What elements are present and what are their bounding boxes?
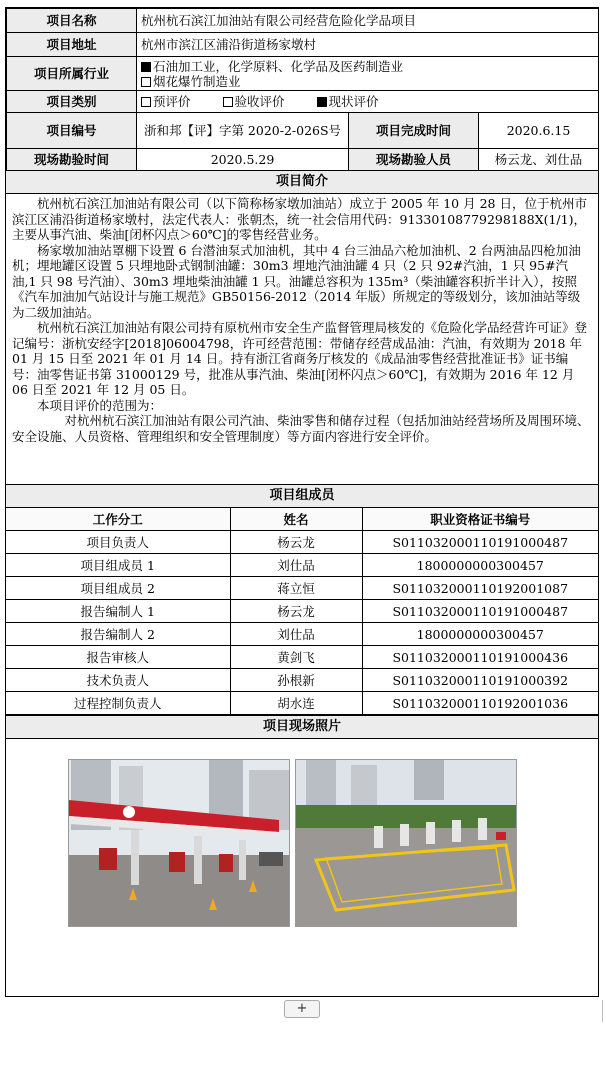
member-cert: S011032000110192001087 — [362, 577, 598, 600]
member-cert: S011032000110191000392 — [362, 669, 598, 692]
member-name: 杨云龙 — [230, 531, 362, 554]
intro-body — [6, 194, 598, 485]
table-row — [6, 623, 598, 646]
member-cert: 1800000000300457 — [362, 554, 598, 577]
project-info-table — [6, 8, 599, 171]
members-header-name: 姓名 — [230, 508, 362, 531]
table-row — [6, 531, 598, 554]
members-table — [6, 508, 598, 715]
survey-time-value: 2020.5.29 — [137, 149, 349, 171]
member-name: 杨云龙 — [230, 600, 362, 623]
project-code-label: 项目编号 — [7, 113, 137, 149]
category-checkbox-acceptance — [223, 97, 233, 107]
member-role: 报告编制人 2 — [6, 623, 230, 646]
members-header-cert: 职业资格证书编号 — [362, 508, 598, 531]
category-checkbox-current — [317, 97, 327, 107]
document-sheet — [5, 7, 599, 997]
member-role: 项目组成员 1 — [6, 554, 230, 577]
table-row — [6, 646, 598, 669]
project-code-value: 浙和邦【评】字第 2020-2-026S号 — [137, 113, 349, 149]
industry-option-petroleum: 石油加工业，化学原料、化学品及医药制造业 — [153, 58, 404, 74]
table-row — [6, 554, 598, 577]
project-industry-options — [137, 57, 599, 91]
category-checkbox-pre — [141, 97, 151, 107]
members-title: 项目组成员 — [6, 485, 598, 508]
category-option-pre: 预评价 — [153, 94, 191, 109]
member-name: 黄剑飞 — [230, 646, 362, 669]
project-name-label: 项目名称 — [7, 9, 137, 33]
project-name-value: 杭州杭石滨江加油站有限公司经营危险化学品项目 — [137, 9, 599, 33]
member-cert: 1800000000300457 — [362, 623, 598, 646]
member-cert: S011032000110191000436 — [362, 646, 598, 669]
member-role: 报告编制人 1 — [6, 600, 230, 623]
project-address-value: 杭州市滨江区浦沿街道杨家墩村 — [137, 33, 599, 57]
category-option-current: 现状评价 — [328, 94, 379, 109]
project-address-label: 项目地址 — [7, 33, 137, 57]
member-cert: S011032000110191000487 — [362, 531, 598, 554]
category-option-acceptance: 验收评价 — [234, 94, 285, 109]
expand-button[interactable]: + — [284, 1000, 320, 1018]
member-role: 过程控制负责人 — [6, 692, 230, 715]
survey-staff-value: 杨云龙、刘仕品 — [479, 149, 599, 171]
intro-paragraph: 本项目评价的范围为： — [37, 397, 163, 413]
project-industry-label: 项目所属行业 — [7, 57, 137, 91]
completion-time-value: 2020.6.15 — [479, 113, 599, 149]
project-category-options — [137, 91, 599, 113]
photo-gas-station-canopy — [68, 759, 290, 927]
member-role: 技术负责人 — [6, 669, 230, 692]
project-category-label: 项目类别 — [7, 91, 137, 113]
member-role: 项目组成员 2 — [6, 577, 230, 600]
photos-title: 项目现场照片 — [6, 715, 598, 739]
completion-time-label: 项目完成时间 — [349, 113, 479, 149]
member-name: 孙根新 — [230, 669, 362, 692]
intro-paragraph: 杭州杭石滨江加油站有限公司（以下简称杨家墩加油站）成立于 2005 年 10 月 28 日，位于杭州市滨江区浦沿街道杨家墩村，法定代表人：张朝杰，统一社会信用代码：91330108779298188X(1/1)，主要从事汽油、柴油[闭杯闪点＞60℃]的零售经营业务。 — [12, 196, 587, 242]
member-name: 胡水连 — [230, 692, 362, 715]
member-cert: S011032000110192001036 — [362, 692, 598, 715]
intro-paragraph: 杭州杭石滨江加油站有限公司持有原杭州市安全生产监督管理局核发的《危险化学品经营许可证》登记编号：浙杭安经字[2018]06004798，许可经营范围：带储存经营成品油：汽油，有效期为 2018 年 01 月 15 日至 2021 年 01 月 14 日。持有浙江省商务厅核发的《成品油零售经营批准证书》证书编号：油零售证书第 31000129 号，批准从事汽油、柴油[闭杯闪点＞60℃]，有效期为 2016 年 12 月 06 日至 2021 年 12 月 05 日。 — [12, 320, 588, 397]
industry-option-fireworks: 烟花爆竹制造业 — [153, 73, 241, 89]
member-name: 蒋立恒 — [230, 577, 362, 600]
member-role: 报告审核人 — [6, 646, 230, 669]
intro-paragraph: 杨家墩加油站罩棚下设置 6 台潜油泵式加油机，其中 4 台三油品六枪加油机、2 台两油品四枪加油机；埋地罐区设置 5 只埋地卧式钢制油罐：30m3 埋地汽油油罐 4 只（2 只 92#汽油，1 只 95#汽油,1 只 98 号汽油）、30m3 埋地柴油油罐 1 只。油罐总容积为 135m³（柴油罐容积折半计入），按照《汽车加油加气站设计与施工规范》GB50156-2012（2014 年版）所规定的等级划分，该加油站等级为二级加油站。 — [12, 242, 581, 320]
survey-time-label: 现场勘验时间 — [7, 149, 137, 171]
table-row — [6, 577, 598, 600]
industry-checkbox-unchecked — [141, 77, 151, 87]
intro-title: 项目简介 — [6, 171, 598, 194]
survey-staff-label: 现场勘验人员 — [349, 149, 479, 171]
photo-tank-area — [295, 759, 517, 927]
member-name: 刘仕品 — [230, 623, 362, 646]
table-row — [6, 669, 598, 692]
table-row — [6, 600, 598, 623]
members-header-role: 工作分工 — [6, 508, 230, 531]
industry-checkbox-checked — [141, 62, 151, 72]
member-role: 项目负责人 — [6, 531, 230, 554]
table-row — [6, 692, 598, 715]
member-cert: S011032000110191000487 — [362, 600, 598, 623]
intro-paragraph: 对杭州杭石滨江加油站有限公司汽油、柴油零售和储存过程（包括加油站经营场所及周围环境、安全设施、人员资格、管理组织和安全管理制度）等方面内容进行安全评价。 — [12, 413, 590, 444]
member-name: 刘仕品 — [230, 554, 362, 577]
divider — [602, 1000, 603, 1022]
photos-area — [6, 739, 598, 1009]
